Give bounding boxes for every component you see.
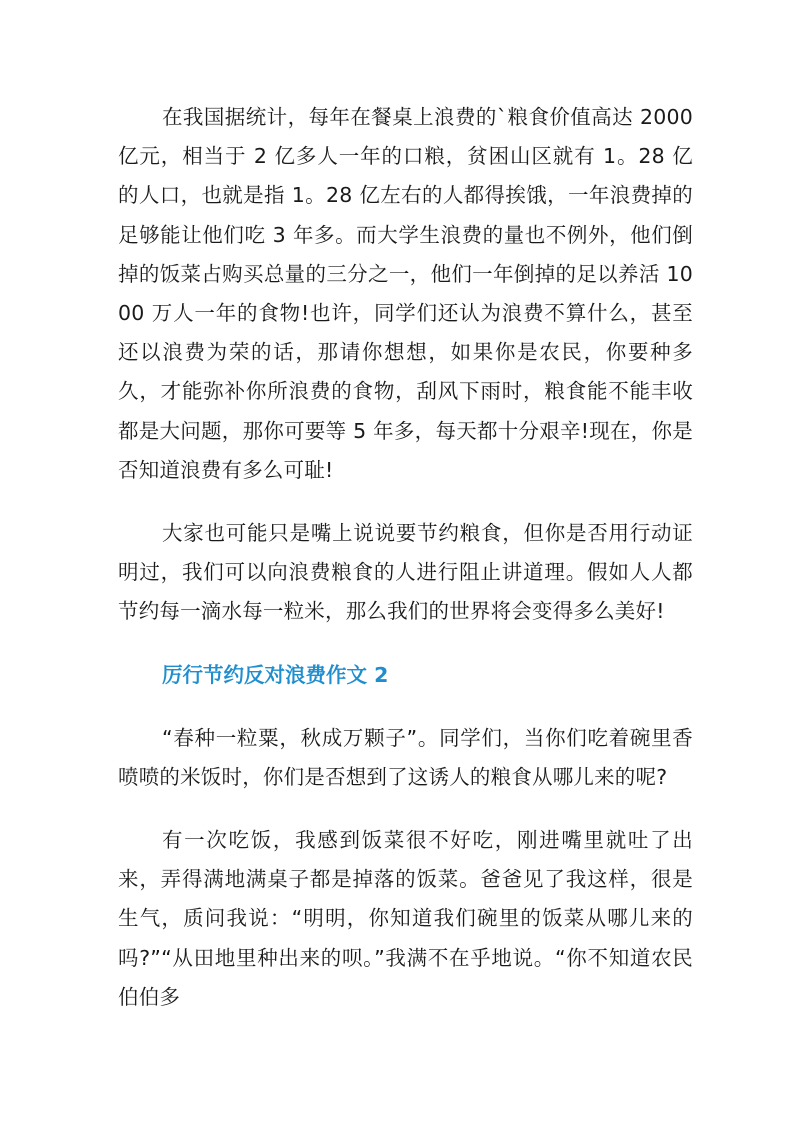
paragraph-call-to-action: 大家也可能只是嘴上说说要节约粮食，但你是否用行动证明过，我们可以向浪费粮食的人进行阻止讲道理。假如人人都节约每一滴水每一粒米，那么我们的世界将会变得多么美好! <box>118 521 693 624</box>
paragraph-food-waste-statistics: 在我国据统计，每年在餐桌上浪费的`粮食价值高达 2000 亿元，相当于 2 亿多人一年的口粮，贫困山区就有 1。28 亿的人口，也就是指 1。28 亿左右的人都得挨饿，一年浪费掉的足够能让他们吃 3 年多。而大学生浪费的量也不例外，他们倒掉的饭菜占购买总量的三分之一，他们一年倒掉的足以养活 1000 万人一年的食物!也许，同学们还认为浪费不算什么，甚至还以浪费为荣的话，那请你想想，如果你是农民，你要种多久，才能弥补你所浪费的食物，刮风下雨时，粮食能不能丰收都是大问题，那你可要等 5 年多，每天都十分艰辛!现在，你是否知道浪费有多么可耻! <box>118 105 693 482</box>
paragraph-spacer <box>118 797 693 821</box>
section-heading: 厉行节约反对浪费作文 2 <box>162 662 389 687</box>
paragraph-spacer <box>118 695 693 719</box>
paragraph-poem-quote: “春种一粒粟，秋成万颗子”。同学们，当你们吃着碗里香喷喷的米饭时，你们是否想到了这诱人的粮食从哪儿来的呢? <box>118 725 693 789</box>
document-page <box>118 98 693 1017</box>
paragraph-dinner-story: 有一次吃饭，我感到饭菜很不好吃，刚进嘴里就吐了出来，弄得满地满桌子都是掉落的饭菜。爸爸见了我这样，很是生气，质问我说：“明明，你知道我们碗里的饭菜从哪儿来的吗?”“从田地里种出来的呗。”我满不在乎地说。“你不知道农民伯伯多 <box>118 828 693 1009</box>
paragraph-spacer <box>118 490 693 514</box>
paragraph-spacer <box>118 632 693 656</box>
